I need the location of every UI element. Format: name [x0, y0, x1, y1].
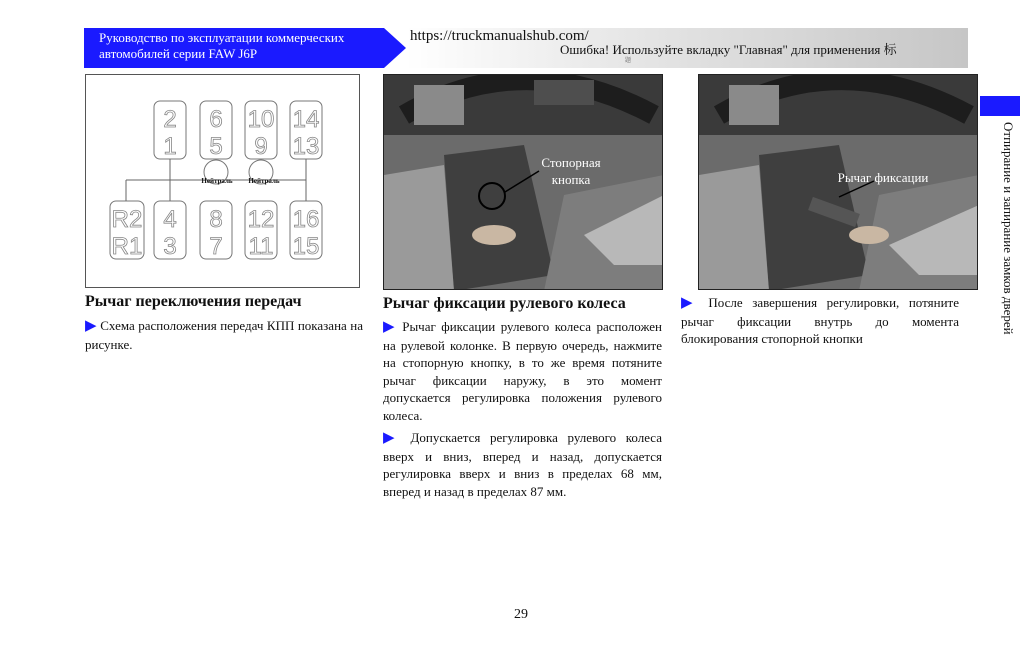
gear-label: 14: [292, 106, 320, 133]
gear-label: 16: [292, 206, 320, 233]
gear-label: 6: [209, 106, 223, 133]
gear-label: 7: [209, 233, 223, 260]
gear-label: R2: [111, 206, 143, 233]
steering-lock-paragraph-1: [383, 318, 662, 424]
steering-lock-text-2: Допускается регулировка рулевого колеса вверх и вниз, вперед и назад, допускается регулировка вверх и вниз в пределах 68 мм, вперед и назад в пределах 87 мм.: [383, 430, 662, 499]
steering-lock-title: Рычаг фиксации рулевого колеса: [383, 295, 626, 312]
gear-label: 5: [209, 133, 223, 160]
page-number: 29: [514, 607, 528, 622]
manual-title: Руководство по эксплуатации коммерческих автомобилей серии FAW J6P: [99, 30, 345, 61]
gear-label: 12: [247, 206, 275, 233]
header-error-text: Ошибка! Используйте вкладку "Главная" для применения 标: [560, 42, 897, 57]
gear-label: 4: [163, 206, 177, 233]
bullet-arrow-icon: ▶: [383, 430, 401, 446]
gear-lever-text: Схема расположения передач КПП показана на рисунке.: [85, 318, 363, 352]
gear-label: 2: [163, 106, 177, 133]
steering-lock-text-1: Рычаг фиксации рулевого колеса расположен на рулевой колонке. В первую очередь, нажмите на стопорную кнопку, в то же время потяните рычаг фиксации наружу, в это момент допускается регулировка положения рулевого колеса.: [383, 319, 662, 423]
steering-photo-graphic: [384, 75, 663, 290]
neutral-label: Нейтраль: [201, 177, 233, 185]
gear-shift-diagram: [85, 74, 360, 288]
source-url[interactable]: https://truckmanualshub.com/: [410, 28, 589, 44]
gear-lever-paragraph: [85, 317, 363, 353]
gear-label: 3: [163, 233, 177, 260]
bullet-arrow-icon: ▶: [681, 295, 699, 311]
steering-column-photo: [383, 74, 663, 290]
bullet-arrow-icon: ▶: [85, 318, 97, 334]
gear-label: 1: [163, 133, 177, 160]
gear-label: 9: [254, 133, 268, 160]
lever-return-text: После завершения регулировки, потяните рычаг фиксации внутрь до момента блокирования стопорной кнопки: [681, 295, 959, 346]
gear-label: 11: [248, 233, 274, 260]
photo2-label: Рычаг фиксации: [837, 170, 929, 185]
steering-lock-paragraph-2: [383, 429, 662, 500]
gear-diagram-graphic: [86, 75, 361, 289]
lock-lever-photo: [698, 74, 978, 290]
photo1-label: Стопорная кнопка: [541, 155, 601, 187]
section-tab-marker: [980, 96, 1020, 116]
gear-label: 13: [292, 133, 320, 160]
gear-label: 10: [247, 106, 275, 133]
bullet-arrow-icon: ▶: [383, 319, 397, 335]
neutral-label: Нейтраль: [248, 177, 280, 185]
gear-label: 8: [209, 206, 223, 233]
header-small-mark: 题: [625, 58, 632, 64]
lever-return-paragraph: [681, 294, 959, 348]
section-side-title: Отпирание и запирание замков дверей: [1001, 122, 1016, 335]
gear-label: 15: [292, 233, 320, 260]
gear-label: R1: [111, 233, 143, 260]
gear-lever-title: Рычаг переключения передач: [85, 293, 302, 310]
